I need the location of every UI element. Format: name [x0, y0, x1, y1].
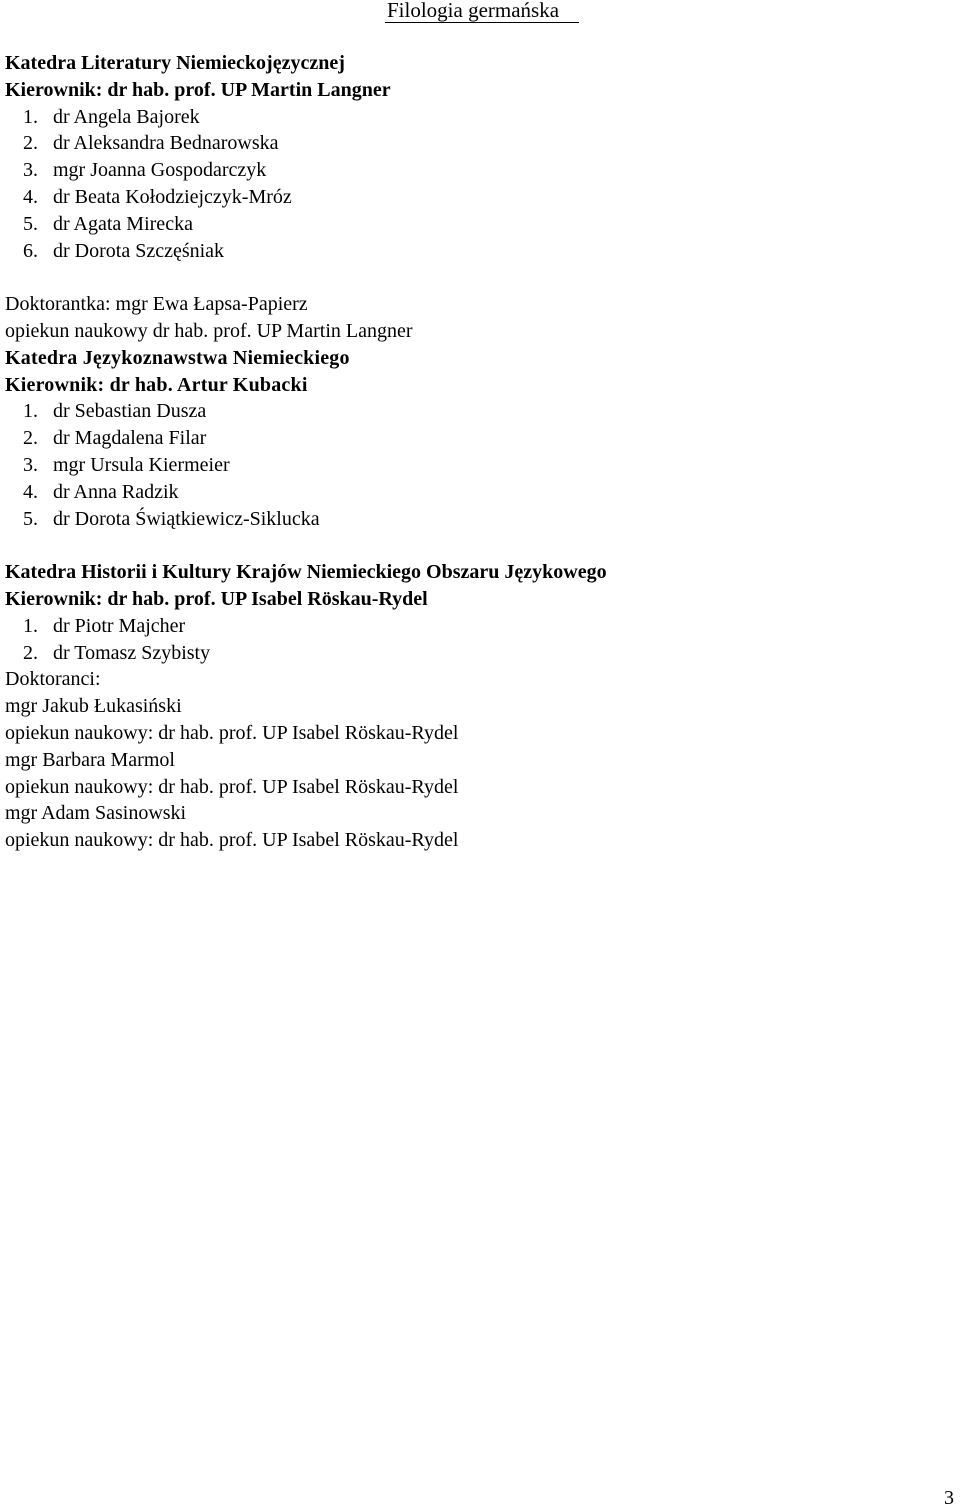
member-name: dr Aleksandra Bednarowska	[53, 132, 279, 155]
list-number: 5.	[23, 507, 38, 530]
member-name: dr Dorota Świątkiewicz-Siklucka	[53, 507, 320, 530]
list-item	[5, 452, 935, 479]
doctoral-student: mgr Adam Sasinowski	[5, 802, 187, 825]
member-name: dr Anna Radzik	[53, 480, 179, 503]
list-number: 5.	[23, 212, 38, 235]
member-name: dr Beata Kołodziejczyk-Mróz	[53, 185, 292, 208]
list-item	[5, 640, 935, 667]
list-item	[5, 506, 935, 533]
doctoral-label: Doktoranci:	[5, 668, 101, 691]
member-name: dr Dorota Szczęśniak	[53, 239, 225, 262]
doctoral-student: mgr Barbara Marmol	[5, 748, 175, 771]
list-item	[5, 238, 935, 265]
list-number: 2.	[23, 427, 38, 450]
section-title-history: Katedra Historii i Kultury Krajów Niemieckiego Obszaru Językowego	[5, 561, 607, 584]
member-name: mgr Ursula Kiermeier	[53, 453, 230, 476]
member-name: dr Tomasz Szybisty	[53, 641, 211, 664]
section-title-literature: Katedra Literatury Niemieckojęzycznej	[5, 52, 345, 74]
member-name: dr Magdalena Filar	[53, 427, 207, 450]
section-head-literature: Kierownik: dr hab. prof. UP Martin Langner	[5, 78, 391, 101]
member-name: dr Sebastian Dusza	[53, 400, 207, 423]
spacer	[5, 264, 935, 291]
doctoral-supervisor: opiekun naukowy: dr hab. prof. UP Isabel Röskau-Rydel	[5, 775, 459, 798]
list-item	[5, 479, 935, 506]
document-body	[5, 50, 935, 854]
list-number: 4.	[23, 480, 38, 503]
list-number: 1.	[23, 105, 38, 128]
header-underline	[385, 22, 579, 23]
doctoral-supervisor: opiekun naukowy: dr hab. prof. UP Isabel Röskau-Rydel	[5, 829, 459, 852]
list-item	[5, 130, 935, 157]
list-number: 4.	[23, 185, 38, 208]
page-number: 3	[944, 1487, 954, 1509]
section-head-history: Kierownik: dr hab. prof. UP Isabel Röskau-Rydel	[5, 587, 428, 610]
list-item	[5, 157, 935, 184]
member-name: dr Piotr Majcher	[53, 614, 186, 637]
doctoral-supervisor: opiekun naukowy: dr hab. prof. UP Isabel Röskau-Rydel	[5, 721, 459, 744]
section-head-linguistics: Kierownik: dr hab. Artur Kubacki	[5, 373, 308, 396]
list-number: 2.	[23, 641, 38, 664]
list-number: 3.	[23, 159, 38, 182]
list-number: 1.	[23, 614, 38, 637]
list-number: 3.	[23, 453, 38, 476]
member-name: dr Angela Bajorek	[53, 105, 200, 128]
list-item	[5, 425, 935, 452]
member-name: mgr Joanna Gospodarczyk	[53, 159, 267, 182]
doctoral-student: Doktorantka: mgr Ewa Łapsa-Papierz	[5, 293, 308, 316]
list-item	[5, 184, 935, 211]
list-item	[5, 211, 935, 238]
list-number: 6.	[23, 239, 38, 262]
doctoral-student: mgr Jakub Łukasiński	[5, 695, 182, 718]
list-number: 1.	[23, 400, 38, 423]
list-item	[5, 613, 935, 640]
list-item	[5, 104, 935, 131]
list-item	[5, 398, 935, 425]
section-title-linguistics: Katedra Językoznawstwa Niemieckiego	[5, 346, 350, 369]
spacer	[5, 532, 935, 559]
doctoral-supervisor: opiekun naukowy dr hab. prof. UP Martin Langner	[5, 319, 413, 342]
member-name: dr Agata Mirecka	[53, 212, 193, 235]
list-number: 2.	[23, 132, 38, 155]
running-header: Filologia germańska	[387, 0, 560, 22]
